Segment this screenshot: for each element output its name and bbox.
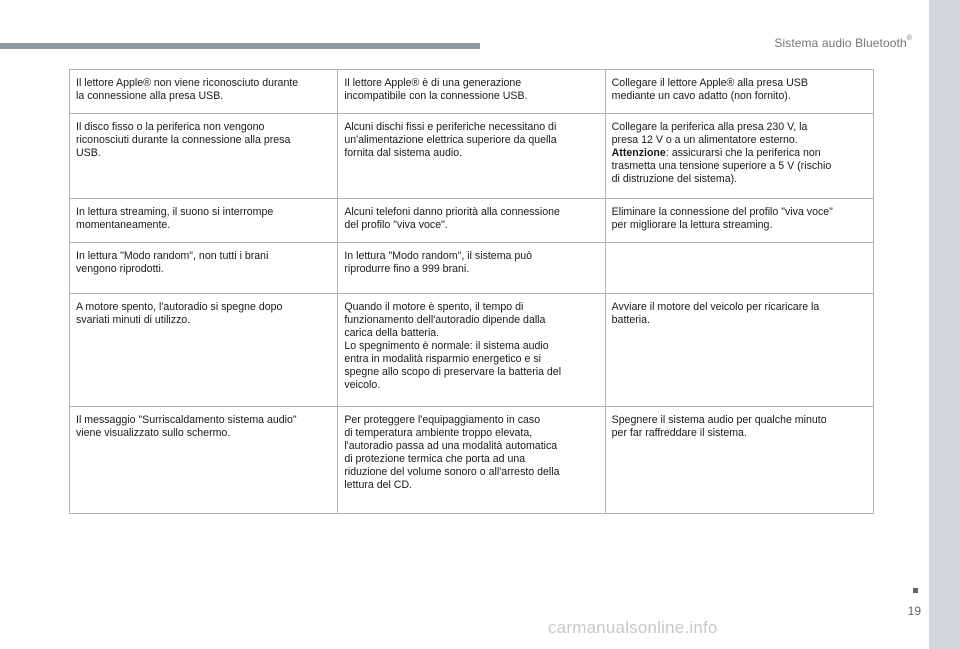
section-title-text: Sistema audio Bluetooth [774, 36, 907, 50]
solution-cell [605, 114, 873, 199]
table-row [70, 70, 874, 114]
solution-cell: Eliminare la connessione del profilo "viva voce" per migliorare la lettura streaming. [605, 199, 873, 243]
page-side-strip [929, 0, 960, 649]
solution-cell: Avviare il motore del veicolo per ricaricare la batteria. [605, 294, 873, 407]
registered-mark: ® [906, 35, 912, 42]
table-row [70, 407, 874, 514]
problem-cell: Il disco fisso o la periferica non vengono riconosciuti durante la connessione alla presa USB. [70, 114, 338, 199]
solution-text: Collegare la periferica alla presa 230 V, la presa 12 V o a un alimentatore esterno. [611, 121, 808, 146]
problem-cell: In lettura streaming, il suono si interrompe momentaneamente. [70, 199, 338, 243]
table-row [70, 294, 874, 407]
warning-label: Attenzione [611, 147, 666, 159]
cause-cell: In lettura "Modo random", il sistema può riprodurre fino a 999 brani. [338, 243, 605, 294]
header-accent-bar [0, 43, 480, 49]
section-title [774, 36, 912, 50]
cause-cell: Il lettore Apple® è di una generazione incompatibile con la connessione USB. [338, 70, 605, 114]
table-row [70, 199, 874, 243]
cause-cell: Alcuni telefoni danno priorità alla connessione del profilo "viva voce". [338, 199, 605, 243]
problem-cell: Il messaggio "Surriscaldamento sistema audio" viene visualizzato sullo schermo. [70, 407, 338, 514]
troubleshooting-table [69, 69, 874, 514]
cause-cell: Alcuni dischi fissi e periferiche necessitano di un'alimentazione elettrica superiore da quella fornita dal sistema audio. [338, 114, 605, 199]
cause-cell: Per proteggere l'equipaggiamento in caso di temperatura ambiente troppo elevata, l'autoradio passa ad una modalità automatica di protezione termica che porta ad una riduzione del volume sonoro o all'arresto della lettura del CD. [338, 407, 605, 514]
warning-text: : assicurarsi che la periferica non trasmetta una tensione superiore a 5 V (rischio di distruzione del sistema). [611, 147, 832, 185]
solution-cell: Spegnere il sistema audio per qualche minuto per far raffreddare il sistema. [605, 407, 873, 514]
page-marker [913, 588, 918, 593]
cause-cell: Quando il motore è spento, il tempo di funzionamento dell'autoradio dipende dalla carica della batteria. Lo spegnimento è normale: il sistema audio entra in modalità risparmio energetico e si spegne allo scopo di preservare la batteria del veicolo. [338, 294, 605, 407]
solution-cell [605, 243, 873, 294]
page-number: 19 [907, 604, 921, 618]
problem-cell: A motore spento, l'autoradio si spegne dopo svariati minuti di utilizzo. [70, 294, 338, 407]
problem-cell: In lettura "Modo random", non tutti i brani vengono riprodotti. [70, 243, 338, 294]
problem-cell: Il lettore Apple® non viene riconosciuto durante la connessione alla presa USB. [70, 70, 338, 114]
solution-cell: Collegare il lettore Apple® alla presa USB mediante un cavo adatto (non fornito). [605, 70, 873, 114]
table-row [70, 114, 874, 199]
watermark: carmanualsonline.info [548, 618, 718, 637]
table-row [70, 243, 874, 294]
